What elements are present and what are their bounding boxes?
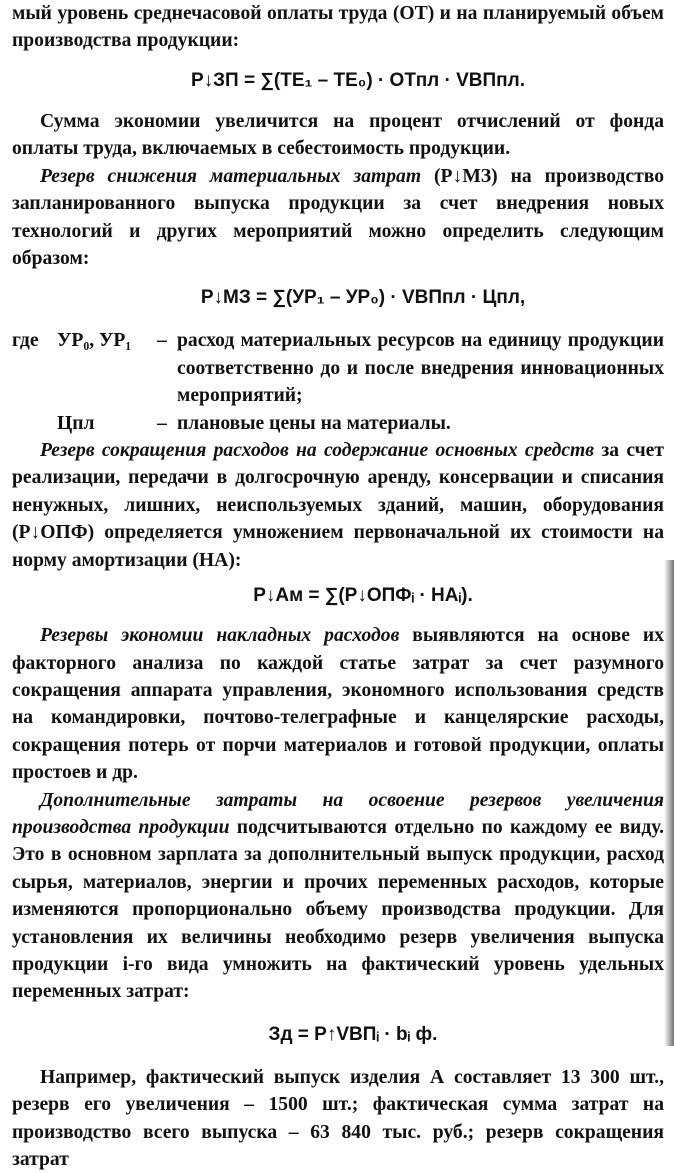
paragraph-savings: Сумма экономии увеличится на процент отчислений от фонда оплаты труда, включаемых в себестоимость продукции. bbox=[12, 111, 664, 160]
formula-material-costs: Р↓МЗ = ∑(УР₁ – УР₀) · VВПпл · Цпл, bbox=[200, 287, 526, 309]
paragraph-overhead bbox=[12, 622, 664, 786]
legend-definition: расход материальных ресурсов на единицу продукции соответственно до и после внедрения инновационных мероприятий; bbox=[177, 330, 664, 407]
term-overhead: Резервы экономии накладных расходов bbox=[40, 625, 400, 647]
document-page bbox=[12, 0, 664, 1170]
term-fixed-assets: Резерв сокращения расходов на содержание основных средств bbox=[40, 440, 595, 462]
paragraph-fixed-assets-text: за счет реализации, передачи в долгосрочную аренду, консервации и списания ненужных, лишних, неиспользуемых зданий, машин, оборудования (Р↓ОПФ) определяется умножением первоначальной их стоимости на норму амортизации (НА): bbox=[12, 440, 664, 571]
legend-dash: – bbox=[157, 412, 167, 434]
legend-symbol: Цпл bbox=[57, 412, 95, 434]
legend-row bbox=[12, 410, 664, 437]
legend-symbol: УР₀, УР₁ bbox=[57, 330, 132, 352]
paragraph-additional-costs bbox=[12, 787, 664, 1006]
paragraph-overhead-text: выявляются на основе их факторного анализа по каждой статье затрат за счет разумного сокращения аппарата управления, экономного использования средств на командировки, почтово-телеграфные и канцелярские расходы, сокращения потерь от порчи материалов и готовой продукции, оплаты простоев и др. bbox=[12, 625, 664, 784]
formula-amortization: Р↓Ам = ∑(Р↓ОПФᵢ · НАᵢ). bbox=[253, 585, 473, 607]
paragraph-material-reserve bbox=[12, 163, 664, 273]
formula-additional-costs: Зд = Р↑VВПᵢ · bᵢ ф. bbox=[268, 1023, 438, 1045]
term-material-reserve: Резерв снижения материальных затрат bbox=[40, 165, 422, 187]
paragraph-example: Например, фактический выпуск изделия А составляет 13 300 шт., резерв его увеличения – 1500 шт.; фактическая сумма затрат на производство всего выпуска – 63 840 тыс. руб.; резерв сокращения затрат bbox=[12, 1066, 664, 1170]
legend-dash: – bbox=[157, 330, 167, 352]
paragraph-fixed-assets bbox=[12, 437, 664, 574]
paragraph-intro: мый уровень среднечасовой оплаты труда (ОТ) и на планируемый объем производства продукции: bbox=[12, 3, 664, 52]
legend-prefix: где bbox=[12, 330, 39, 352]
legend-row bbox=[12, 327, 664, 409]
legend-where bbox=[12, 327, 664, 437]
paragraph-material-reserve-text: (Р↓МЗ) на производство запланированного выпуска продукции за счет внедрения новых технологий и других мероприятий можно определить следующим образом: bbox=[12, 165, 664, 270]
page-edge-shadow bbox=[664, 560, 674, 1046]
paragraph-additional-costs-text: подсчитываются отдельно по каждому ее виду. Это в основном зарплата за дополнительный выпуск продукции, расход сырья, материалов, энергии и прочих переменных расходов, которые изменяются пропорционально объему производства продукции. Для установления их величины необходимо резерв увеличения выпуска продукции i-го вида умножить на фактический уровень удельных переменных затрат: bbox=[12, 816, 664, 1003]
legend-definition: плановые цены на материалы. bbox=[177, 412, 451, 434]
formula-labor-savings: Р↓ЗП = ∑(ТЕ₁ – ТЕ₀) · ОТпл · VВПпл. bbox=[190, 70, 525, 91]
term-additional-costs: Дополнительные затраты на освоение резервов увеличения производства продукции bbox=[12, 789, 664, 838]
